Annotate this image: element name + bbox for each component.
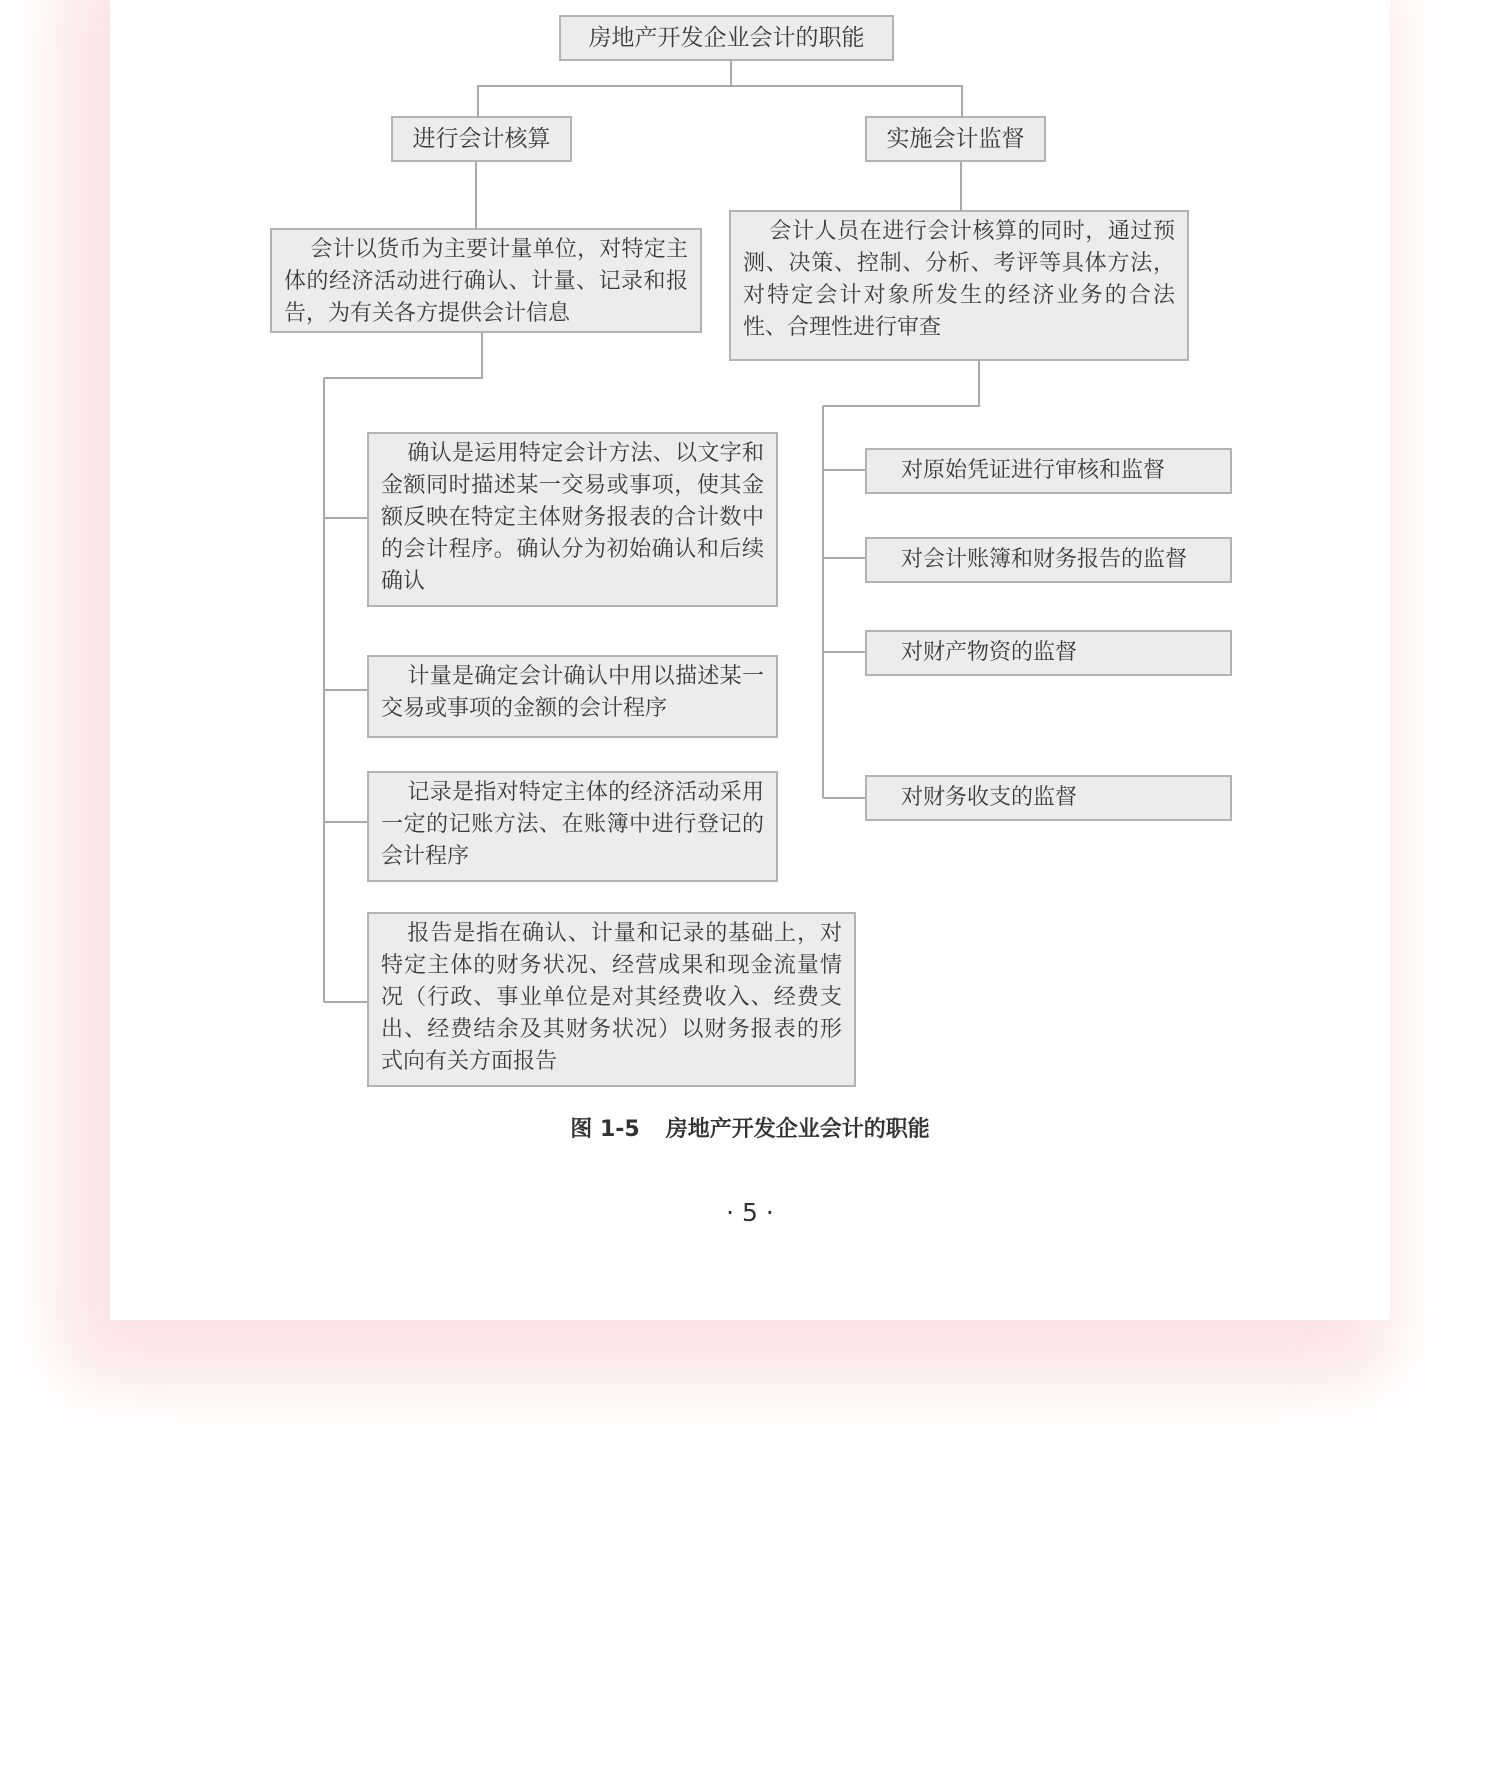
page-number: · 5 · [726,1198,774,1227]
left-child-measurement: 计量是确定会计确认中用以描述某一交易或事项的金额的会计程序 [367,655,778,738]
figure-title: 房地产开发企业会计的职能 [665,1117,930,1142]
left-branch-node: 进行会计核算 [391,116,572,162]
right-child-revenue-expenditure: 对财务收支的监督 [865,775,1232,821]
left-child-recording: 记录是指对特定主体的经济活动采用一定的记账方法、在账簿中进行登记的会计程序 [367,771,778,882]
figure-number: 图 1-5 [570,1117,640,1142]
left-child-reporting: 报告是指在确认、计量和记录的基础上，对特定主体的财务状况、经营成果和现金流量情况（行政、事业单位是对其经费收入、经费支出、经费结余及其财务状况）以财务报表的形式向有关方面报告 [367,912,856,1087]
right-child-property: 对财产物资的监督 [865,630,1232,676]
right-child-books-reports: 对会计账簿和财务报告的监督 [865,537,1232,583]
left-definition-node: 会计以货币为主要计量单位，对特定主体的经济活动进行确认、计量、记录和报告，为有关各方提供会计信息 [270,228,702,333]
right-branch-node: 实施会计监督 [865,116,1046,162]
right-child-original-vouchers: 对原始凭证进行审核和监督 [865,448,1232,494]
root-node: 房地产开发企业会计的职能 [559,15,894,61]
left-child-recognition: 确认是运用特定会计方法、以文字和金额同时描述某一交易或事项，使其金额反映在特定主体财务报表的合计数中的会计程序。确认分为初始确认和后续确认 [367,432,778,607]
figure-caption [0,1112,1500,1143]
right-definition-node: 会计人员在进行会计核算的同时，通过预测、决策、控制、分析、考评等具体方法，对特定会计对象所发生的经济业务的合法性、合理性进行审查 [729,210,1189,361]
